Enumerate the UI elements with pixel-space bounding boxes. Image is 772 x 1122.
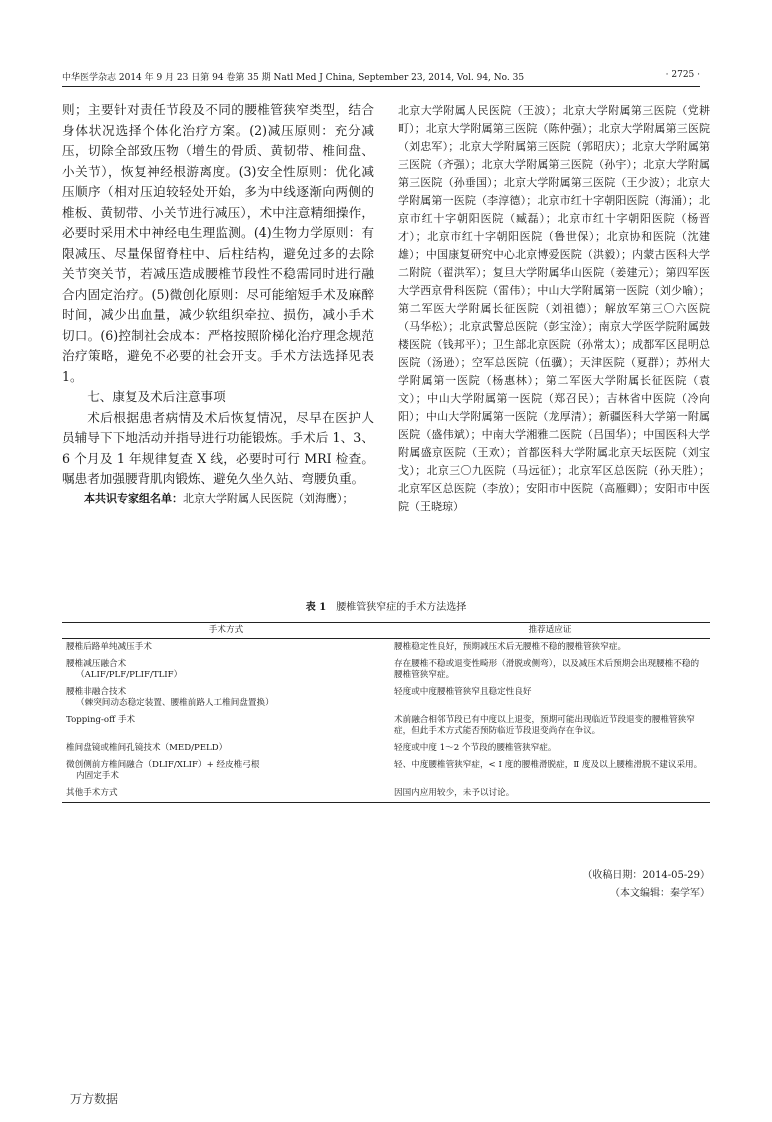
page-number: · 2725 ·	[665, 70, 700, 80]
table-row	[62, 785, 710, 803]
left-column	[62, 100, 374, 508]
method-cell	[62, 785, 390, 803]
method-cell	[62, 757, 390, 785]
column-header-method: 手术方式	[62, 623, 390, 639]
table-row	[62, 639, 710, 657]
received-date: （收稿日期：2014-05-29）	[582, 870, 710, 881]
method-subtitle: （ALIF/PLF/PLIF/TLIF）	[76, 670, 183, 680]
indication-cell: 因国内应用较少，未予以讨论。	[390, 785, 710, 803]
method-cell	[62, 684, 390, 712]
indication-cell: 术前融合相邻节段已有中度以上退变，预期可能出现临近节段退变的腰椎管狭窄症，但此手术方式能否预防临近节段退变尚存在争议。	[394, 715, 695, 736]
editor-credit: （本文编辑：秦学军）	[610, 888, 710, 899]
principles-paragraph: 则；主要针对责任节段及不同的腰椎管狭窄类型，结合身体状况选择个体化治疗方案。(2)减压原则：充分减压，切除全部致压物（增生的骨质、黄韧带、椎间盘、小关节），恢复神经根游离度。(3)安全性原则：优化减压顺序（相对压迫较轻处开始，多为中线逐渐向两侧的椎板、黄韧带、小关节进行减压），术中注意精细操作，必要时采用术中神经电生理监测。(4)生物力学原则：有限减压、尽量保留脊柱中、后柱结构，避免过多的去除关节突关节，若减压造成腰椎节段性不稳需同时进行融合内固定治疗。(5)微创化原则：尽可能缩短手术及麻醉时间，减少出血量，减少软组织牵拉、损伤，减小手术切口。(6)控制社会成本：严格按照阶梯化治疗理念规范治疗策略，避免不必要的社会开支。手术方法选择见表1。	[62, 102, 374, 384]
surgical-methods-table	[62, 622, 710, 803]
indication-cell: 轻、中度腰椎管狭窄症，< Ⅰ 度的腰椎滑脱症，Ⅱ 度及以上腰椎滑脱不建议采用。	[394, 760, 703, 770]
method-cell	[62, 740, 390, 757]
method-cell	[62, 712, 390, 740]
indication-cell: 轻度或中度 1～2 个节段的腰椎管狭窄症。	[394, 743, 557, 753]
method-cell	[62, 656, 390, 684]
indication-cell: 腰椎稳定性良好，预期减压术后无腰椎不稳的腰椎管狭窄症。	[394, 642, 627, 652]
table-row	[62, 712, 710, 740]
table-row	[62, 740, 710, 757]
method-cell	[62, 639, 390, 657]
table-title: 腰椎管狭窄症的手术方法选择	[336, 602, 467, 613]
section-title-rehab: 七、康复及术后注意事项	[87, 389, 226, 404]
method-name: 椎间盘镜或椎间孔镜技术（MED/PELD）	[66, 743, 228, 753]
indication-cell: 轻度或中度腰椎管狭窄且稳定性良好	[394, 687, 532, 697]
indication-cell: 存在腰椎不稳或退变性畸形（滑脱或侧弯），以及减压术后预期会出现腰椎不稳的腰椎管狭窄症。	[394, 659, 700, 680]
table-row	[62, 757, 710, 785]
method-name: 腰椎后路单纯减压手术	[66, 642, 152, 652]
table-caption	[62, 598, 710, 613]
method-subtitle: （棘突间动态稳定装置、腰椎前路人工椎间盘置换）	[76, 698, 274, 708]
watermark: 万方数据	[70, 1092, 119, 1106]
table-header-row	[62, 623, 710, 639]
expert-list-start	[62, 490, 374, 508]
table-row	[62, 684, 710, 712]
expert-list-first: 北京大学附属人民医院（刘海鹰）；	[183, 491, 354, 505]
right-column	[398, 102, 710, 516]
method-subtitle: 内固定手术	[76, 771, 119, 781]
expert-list-label: 本共识专家组名单：	[84, 491, 183, 505]
method-name: 微创侧前方椎间融合（DLIF/XLIF）+ 经皮椎弓根	[66, 760, 260, 770]
running-header	[62, 68, 700, 87]
method-name: 腰椎非融合技术	[66, 687, 127, 697]
method-name: 其他手术方式	[66, 788, 118, 798]
table-label: 表 1	[305, 602, 327, 613]
method-name: Topping-off 手术	[66, 715, 136, 725]
table-row	[62, 656, 710, 684]
method-name: 腰椎减压融合术	[66, 659, 127, 669]
expert-list-continued: 北京大学附属人民医院（王波）；北京大学附属第三医院（党耕町）；北京大学附属第三医院（陈仲强）；北京大学附属第三医院（刘忠军）；北京大学附属第三医院（郭昭庆）；北京大学附属第三医院（齐强）；北京大学附属第三医院（孙宇）；北京大学附属第三医院（孙垂国）；北京大学附属第三医院（王少波）；北京大学附属第一医院（李淳德）；北京市红十字朝阳医院（海涌）；北京市红十字朝阳医院（臧磊）；北京市红十字朝阳医院（杨晋才）；北京市红十字朝阳医院（鲁世保）；北京协和医院（沈建雄）；中国康复研究中心北京博爱医院（洪毅）；内蒙古医科大学二附院（翟洪军）；复旦大学附属华山医院（姜建元）；第四军医大学西京骨科医院（雷伟）；中山大学附属第一医院（刘少喻）；第二军医大学附属长征医院（刘祖德）；解放军第三〇六医院（马华松）；北京武警总医院（彭宝淦）；南京大学医学院附属鼓楼医院（钱邦平）；卫生部北京医院（孙常太）；成都军区昆明总医院（汤逊）；空军总医院（伍骥）；天津医院（夏群）；苏州大学附属第一医院（杨惠林）；第二军医大学附属长征医院（袁文）；中山大学附属第一医院（郑召民）；吉林省中医院（冷向阳）；中山大学附属第一医院（龙厚清）；新疆医科大学第一附属医院（盛伟斌）；中南大学湘雅二医院（吕国华）；中国医科大学附属盛京医院（王欢）；首都医科大学附属北京天坛医院（刘宝戈）；北京三〇九医院（马远征）；北京军区总医院（孙天胜）；北京军区总医院（李放）；安阳市中医院（高雁卿）；安阳市中医院（王晓琼）	[398, 104, 710, 513]
rehab-paragraph: 术后根据患者病情及术后恢复情况，尽早在医护人员辅导下下地活动并指导进行功能锻炼。手术后 1、3、6 个月及 1 年规律复查 X 线，必要时可行 MRI 检查。嘱患者加强腰背肌肉锻炼、避免久坐久站、弯腰负重。	[62, 409, 374, 486]
column-header-indication: 推荐适应证	[390, 623, 710, 639]
journal-citation: 中华医学杂志 2014 年 9 月 23 日第 94 卷第 35 期 Natl Med J China, September 23, 2014, Vol. 94, No. 35	[62, 73, 525, 83]
